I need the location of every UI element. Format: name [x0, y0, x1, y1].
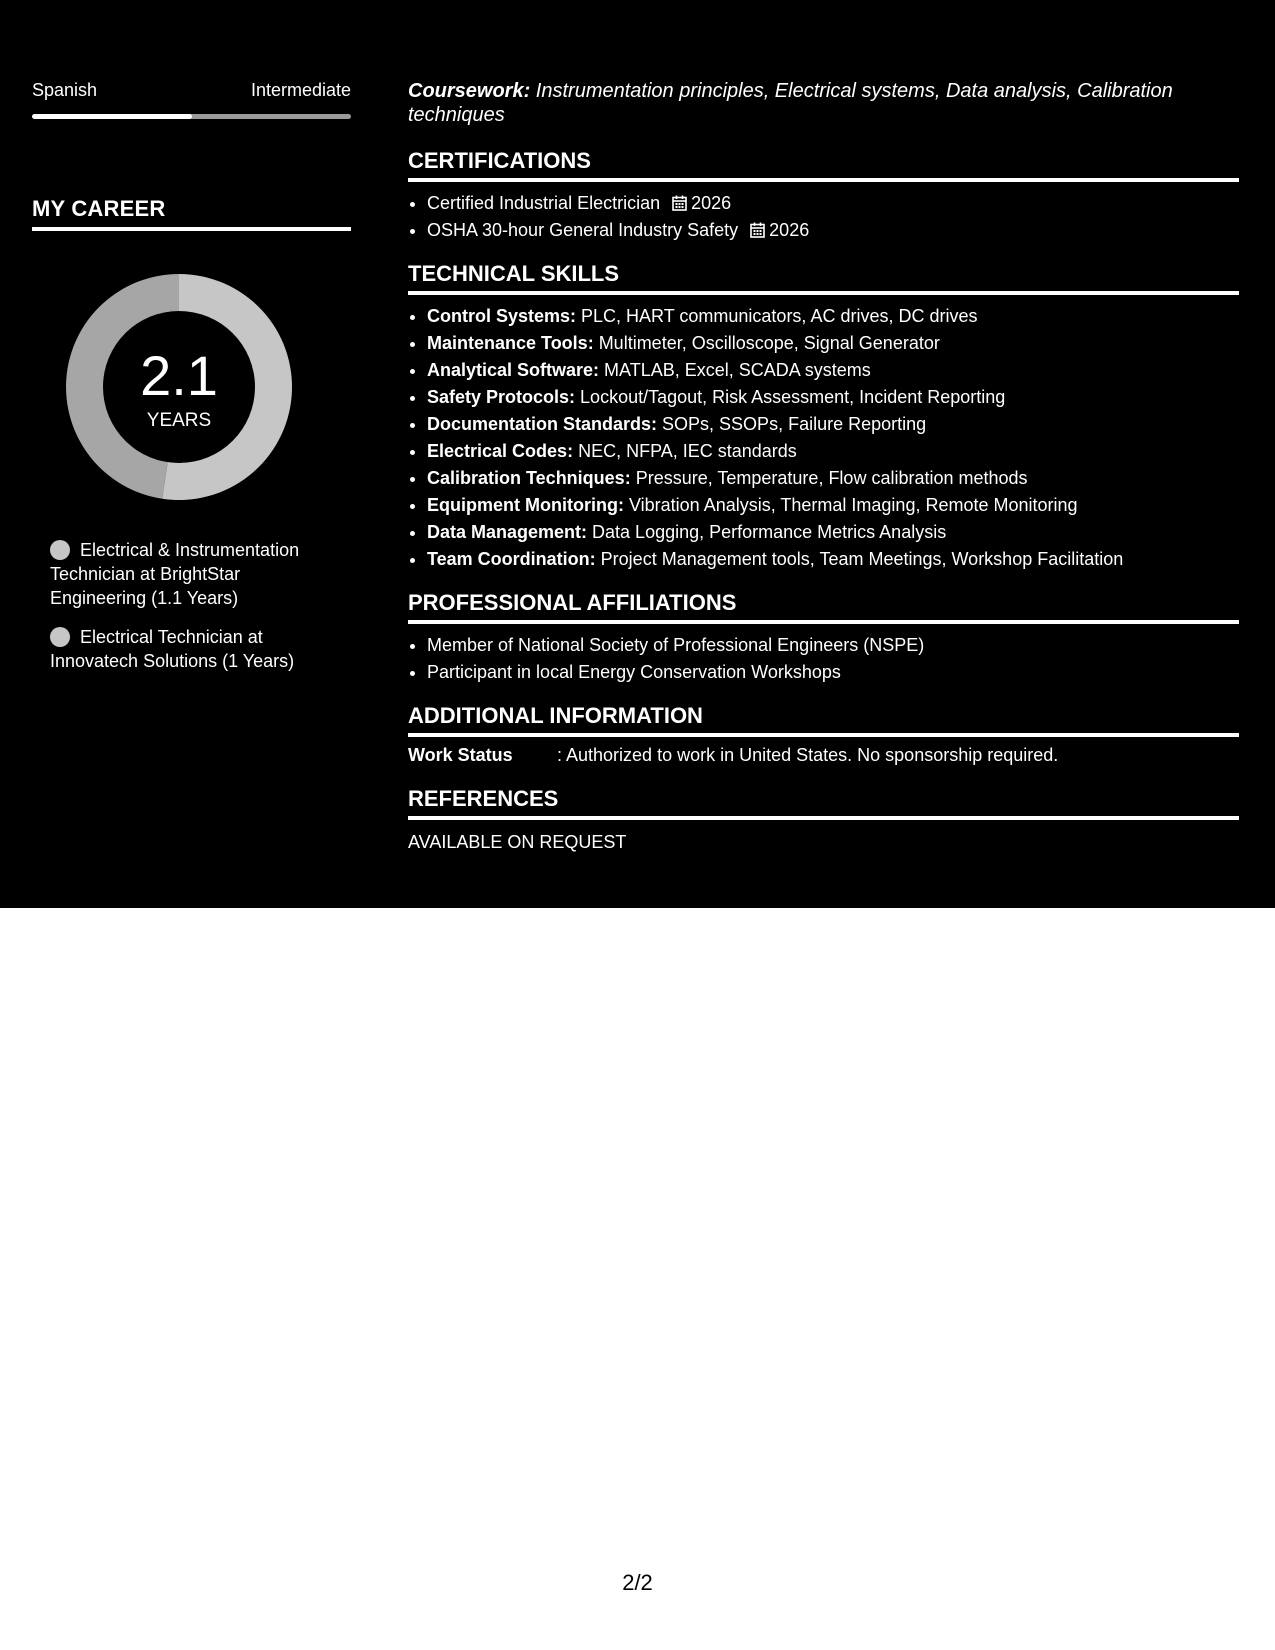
- certification-item: [427, 217, 1239, 244]
- skill-text: Vibration Analysis, Thermal Imaging, Remote Monitoring: [623, 495, 1078, 515]
- affiliation-item: • Member of National Society of Professional Engineers (NSPE): [427, 632, 1239, 659]
- skill-text: Pressure, Temperature, Flow calibration methods: [630, 468, 1028, 488]
- language-proficiency-bar: [32, 114, 351, 119]
- skill-text: PLC, HART communicators, AC drives, DC drives: [576, 306, 978, 326]
- skill-text: Data Logging, Performance Metrics Analysis: [587, 522, 947, 542]
- skill-item: [427, 438, 1239, 465]
- career-dot-icon: [50, 627, 70, 647]
- work-status-label: Work Status: [408, 745, 513, 765]
- skill-label: Maintenance Tools:: [427, 333, 594, 353]
- language-level: Intermediate: [250, 80, 351, 100]
- calendar-icon: [750, 222, 765, 238]
- career-item: [50, 625, 340, 673]
- skill-item: [427, 357, 1239, 384]
- references-text: AVAILABLE ON REQUEST: [408, 832, 627, 852]
- certification-year: 2026: [691, 193, 732, 213]
- skill-label: Control Systems:: [427, 306, 577, 326]
- main-column: [408, 79, 1239, 853]
- skill-text: SOPs, SSOPs, Failure Reporting: [657, 414, 927, 434]
- affiliation-item: • Participant in local Energy Conservation Workshops: [427, 659, 1239, 686]
- skill-item: [427, 411, 1239, 438]
- skill-text: NEC, NFPA, IEC standards: [573, 441, 797, 461]
- language-name: Spanish: [32, 80, 98, 100]
- coursework-label: Coursework:: [408, 80, 531, 102]
- skill-label: Team Coordination:: [427, 549, 596, 569]
- career-heading-rule: [32, 227, 351, 231]
- career-total: [66, 274, 292, 500]
- skill-item: [427, 546, 1239, 573]
- affiliations-heading: PROFESSIONAL AFFILIATIONS: [408, 590, 1239, 624]
- skill-label: Equipment Monitoring:: [427, 495, 624, 515]
- certification-name: Certified Industrial Electrician: [427, 193, 661, 213]
- skill-label: Calibration Techniques:: [427, 468, 631, 488]
- skill-item: [427, 384, 1239, 411]
- skill-text: MATLAB, Excel, SCADA systems: [599, 360, 871, 380]
- skill-item: [427, 465, 1239, 492]
- skill-item: [427, 492, 1239, 519]
- technical-skills-heading: TECHNICAL SKILLS: [408, 261, 1239, 295]
- skill-text: Multimeter, Oscilloscope, Signal Generator: [593, 333, 940, 353]
- career-total-unit: YEARS: [146, 410, 212, 431]
- certification-name: OSHA 30-hour General Industry Safety: [427, 220, 739, 240]
- certification-item: [427, 190, 1239, 217]
- skill-label: Safety Protocols:: [427, 387, 576, 407]
- skill-label: Electrical Codes:: [427, 441, 574, 461]
- additional-info-heading: ADDITIONAL INFORMATION: [408, 703, 1239, 737]
- career-item-text: Electrical Technician at Innovatech Solutions (1 Years): [50, 627, 295, 671]
- certifications-list: [408, 190, 1239, 244]
- coursework: [408, 79, 1239, 127]
- skill-item: [427, 303, 1239, 330]
- work-status-row: [408, 745, 1239, 769]
- certification-year: 2026: [769, 220, 810, 240]
- career-dot-icon: [50, 540, 70, 560]
- skill-label: Documentation Standards:: [427, 414, 658, 434]
- page-number: 2/2: [622, 1570, 653, 1595]
- technical-skills-list: [408, 303, 1239, 573]
- language-proficiency-fill: [32, 114, 192, 119]
- career-item-text: Electrical & Instrumentation Technician at BrightStar Engineering (1.1 Years): [50, 540, 300, 608]
- work-status-value: : Authorized to work in United States. No sponsorship required.: [557, 745, 1059, 765]
- skill-item: [427, 519, 1239, 546]
- certifications-heading: CERTIFICATIONS: [408, 148, 1239, 182]
- career-heading: MY CAREER: [32, 196, 166, 221]
- career-item: [50, 538, 340, 610]
- calendar-icon: [672, 195, 687, 211]
- references-heading: REFERENCES: [408, 786, 1239, 820]
- skill-label: Analytical Software:: [427, 360, 600, 380]
- career-total-value: 2.1: [140, 344, 218, 407]
- coursework-text: Instrumentation principles, Electrical systems, Data analysis, Calibration techniques: [408, 80, 1173, 126]
- skill-text: Project Management tools, Team Meetings, Workshop Facilitation: [595, 549, 1124, 569]
- skill-label: Data Management:: [427, 522, 588, 542]
- skill-text: Lockout/Tagout, Risk Assessment, Incident Reporting: [575, 387, 1006, 407]
- skill-item: [427, 330, 1239, 357]
- affiliations-list: [408, 632, 1239, 686]
